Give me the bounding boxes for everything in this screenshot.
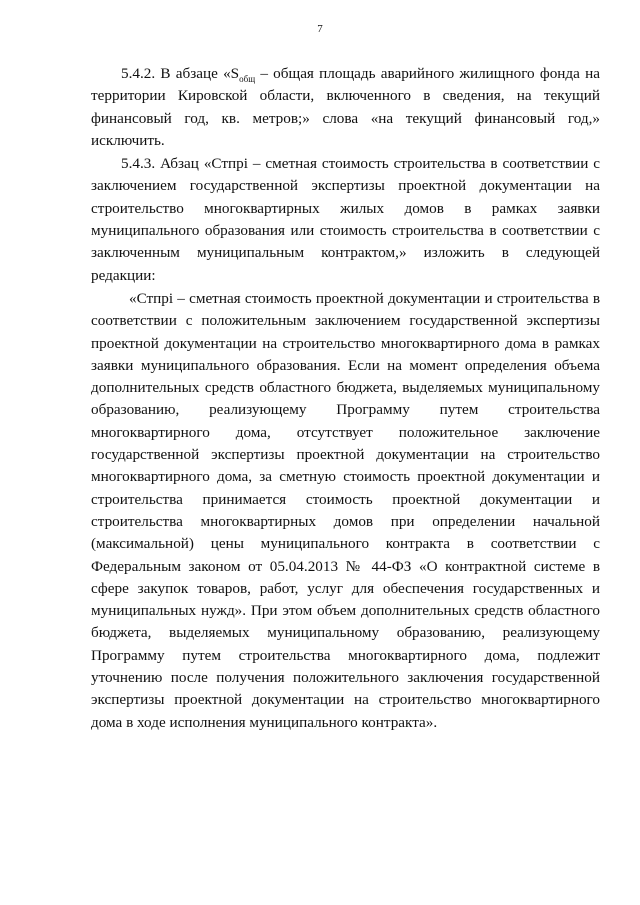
- paragraph-5-4-2-text-start: 5.4.2. В абзаце «S: [121, 65, 240, 82]
- document-body: [91, 63, 600, 734]
- paragraph-new-wording: «Стпрі – сметная стоимость проектной документации и строительства в соответствии с положительным заключением государственной экспертизы проектной документации на строительство многоквартирного дома в рамках заявки муниципального образования. Если на момент определения объема дополнительных средств областного бюджета, выделяемых муниципальному образованию, реализующему Программу путем строительства многоквартирного дома, отсутствует положительное заключение государственной экспертизы проектной документации на строительство многоквартирного дома, за сметную стоимость проектной документации и строительства принимается стоимость проектной документации и строительства многоквартирных домов при определении начальной (максимальной) цены муниципального контракта в соответствии с Федеральным законом от 05.04.2013 № 44-ФЗ «О контрактной системе в сфере закупок товаров, работ, услуг для обеспечения государственных и муниципальных нужд». При этом объем дополнительных средств областного бюджета, выделяемых муниципальному образованию, реализующему Программу путем строительства многоквартирного дома, подлежит уточнению после получения положительного заключения государственной экспертизы проектной документации на строительство многоквартирного дома в ходе исполнения муниципального контракта».: [91, 289, 600, 731]
- page-number: 7: [317, 23, 323, 35]
- paragraph-5-4-2-text-end: – общая площадь аварийного жилищного фонда на территории Кировской области, включенного в сведения, на текущий финансовый год, кв. метров;» слова «на текущий финансовый год,» исключить.: [91, 65, 601, 149]
- subscript-total: общ: [239, 74, 256, 85]
- paragraph-5-4-3: 5.4.3. Абзац «Стпрі – сметная стоимость строительства в соответствии с заключением государственной экспертизы проектной документации на строительство многоквартирных жилых домов в рамках заявки муниципального образования или стоимость строительства в соответствии с заключенным муниципальным контрактом,» изложить в следующей редакции:: [91, 155, 600, 284]
- paragraph-5-4-2: [91, 63, 600, 152]
